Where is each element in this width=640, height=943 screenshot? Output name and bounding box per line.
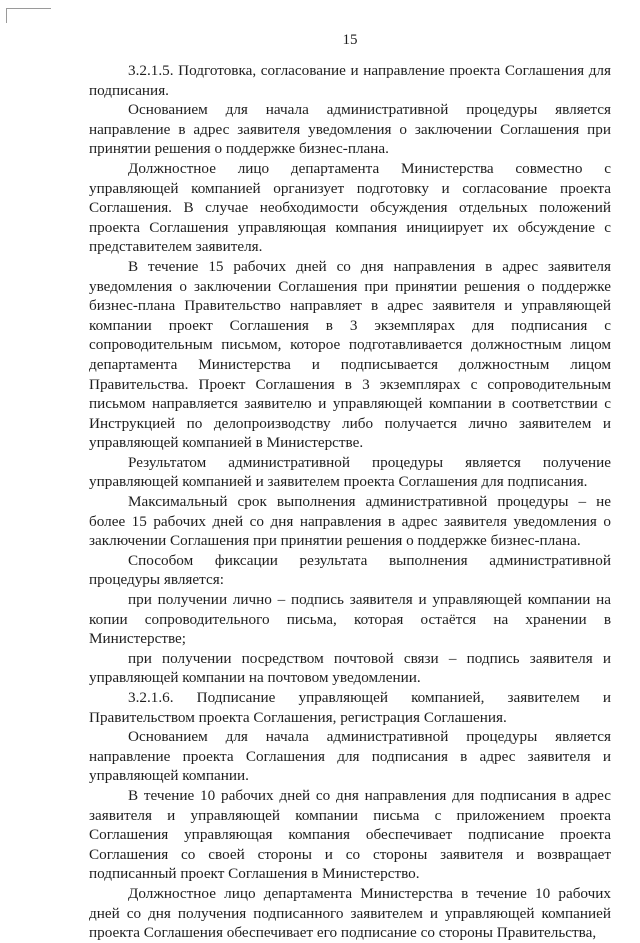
- paragraph-fixation-method: Способом фиксации результата выполнения административной процедуры является:: [89, 551, 611, 589]
- paragraph-3-2-1-5-heading: 3.2.1.5. Подготовка, согласование и направление проекта Соглашения для подписания.: [89, 62, 611, 99]
- paragraph-official-government-signing: Должностное лицо департамента Министерства в течение 10 рабочих дней со дня получения подписанного заявителем и управляющей компанией проекта Соглашения обеспечивает его подписание со стороны Правительства,: [89, 884, 611, 942]
- paragraph-10-days-signing: В течение 10 рабочих дней со дня направления для подписания в адрес заявителя и управляющей компании письма с приложением проекта Соглашения управляющая компания обеспечивает подписание проекта Соглашения со своей стороны и со стороны заявителя и возвращает подписанный проект Соглашения в Министерство.: [89, 786, 611, 883]
- document-page: [89, 30, 611, 943]
- page-number: 15: [342, 32, 358, 48]
- paragraph-procedure-result: Результатом административной процедуры является получение управляющей компанией и заявителем проекта Соглашения для подписания.: [89, 453, 611, 491]
- paragraph-15-days-sending: В течение 15 рабочих дней со дня направления в адрес заявителя уведомления о заключении Соглашения при принятии решения о поддержке бизнес-плана Правительство направляет в адрес заявителя и управляющей компании проект Соглашения в 3 экземплярах для подписания с сопроводительным письмом, которое подготавливается должностным лицом департамента Министерства и подписывается должностным лицом Правительства. Проект Соглашения в 3 экземплярах с сопроводительным письмом направляется заявителю и управляющей компании в соответствии с Инструкцией по делопроизводству либо получается лично заявителем и управляющей компанией в Министерстве.: [89, 257, 611, 452]
- paragraph-procedure-basis: Основанием для начала административной процедуры является направление в адрес заявителя уведомления о заключении Соглашения при принятии решения о поддержке бизнес-плана.: [89, 101, 611, 158]
- paragraph-official-organizes: Должностное лицо департамента Министерства совместно с управляющей компанией организует подготовку и согласование проекта Соглашения. В случае необходимости обсуждения отдельных положений проекта Соглашения управляющая компания инициирует их обсуждение с представителем заявителя.: [89, 159, 611, 256]
- scan-corner-mark: [6, 8, 51, 23]
- paragraph-max-term: Максимальный срок выполнения административной процедуры – не более 15 рабочих дней со дня направления в адрес заявителя уведомления о заключении Соглашения при принятии решения о поддержке бизнес-плана.: [89, 493, 611, 550]
- paragraph-personal-receipt: при получении лично – подпись заявителя и управляющей компании на копии сопроводительного письма, которая остаётся на хранении в Министерстве;: [89, 591, 611, 648]
- paragraph-signing-basis: Основанием для начала административной процедуры является направление проекта Соглашения для подписания в адрес заявителя и управляющей компании.: [89, 728, 611, 785]
- paragraph-postal-receipt: при получении посредством почтовой связи – подпись заявителя и управляющей компании на почтовом уведомлении.: [89, 649, 611, 687]
- paragraph-3-2-1-6-heading: 3.2.1.6. Подписание управляющей компанией, заявителем и Правительством проекта Соглашения, регистрация Соглашения.: [89, 689, 611, 726]
